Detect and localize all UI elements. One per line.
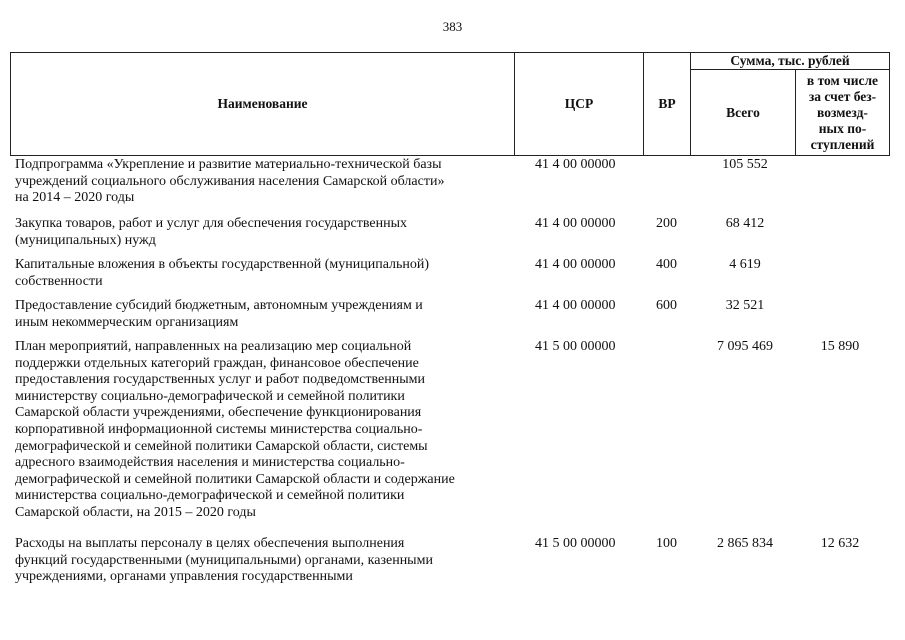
header-incl-line: в том числе	[806, 72, 879, 88]
row-name-line: Расходы на выплаты персоналу в целях обеспечения выполнения	[15, 536, 405, 551]
row-name-line: демографической и семейной политики Самарской области и содержание	[15, 471, 455, 487]
row-total: 7 095 469	[717, 339, 773, 354]
row-name-line: Капитальные вложения в объекты государственной (муниципальной)	[15, 257, 430, 272]
header-total	[690, 69, 796, 156]
row-csr: 41 4 00 00000	[535, 216, 616, 231]
header-total-label: Всего	[726, 104, 760, 120]
page-number: 383	[442, 19, 463, 34]
row-name-line: (муниципальных) нужд	[15, 232, 156, 248]
row-total: 32 521	[725, 298, 765, 313]
row-name-line: демографической и семейной политики Самарской области, системы	[15, 438, 428, 454]
header-incl-line: за счет без-	[808, 88, 877, 104]
row-csr: 41 4 00 00000	[535, 298, 616, 313]
row-name-line: учреждений социального обслуживания населения Самарской области»	[15, 173, 445, 189]
header-incl-line: ных по-	[818, 120, 867, 136]
row-csr: 41 5 00 00000	[535, 536, 616, 551]
row-name-line: на 2014 – 2020 годы	[15, 190, 135, 206]
header-incl	[795, 69, 890, 156]
row-csr: 41 4 00 00000	[535, 257, 616, 272]
header-name	[10, 52, 515, 156]
row-name-line: адресного взаимодействия населения и министерства социально-	[15, 455, 405, 471]
row-vr: 400	[656, 257, 677, 272]
header-name-label: Наименование	[217, 96, 308, 111]
header-incl-line: возмезд-	[817, 104, 868, 120]
header-csr-label: ЦСР	[564, 96, 594, 111]
row-csr: 41 5 00 00000	[535, 339, 616, 354]
row-incl: 12 632	[820, 536, 860, 551]
row-name-line: Самарской области, на 2015 – 2020 годы	[15, 504, 256, 520]
row-vr: 100	[656, 536, 677, 551]
row-total: 105 552	[722, 157, 768, 172]
row-name-line: министерства социально-демографической и семейной политики	[15, 488, 405, 504]
row-name-line: учреждениями, органами управления государственными	[15, 569, 353, 585]
row-name-line: функций государственными (муниципальными) органами, казенными	[15, 552, 433, 568]
row-name-line: иным некоммерческим организациям	[15, 314, 239, 330]
header-csr	[514, 52, 644, 156]
row-name-line: министерству социально-демографической и семейной политики	[15, 388, 405, 404]
row-name-line: корпоративной информационной системы министерства социально-	[15, 421, 423, 437]
row-name-line: Закупка товаров, работ и услуг для обеспечения государственных	[15, 216, 408, 231]
row-total: 68 412	[725, 216, 765, 231]
header-vr	[643, 52, 691, 156]
row-name-line: Подпрограмма «Укрепление и развитие материально-технической базы	[15, 157, 442, 172]
header-incl-line: ступлений	[810, 136, 875, 152]
row-name	[15, 216, 515, 249]
header-sum-label: Сумма, тыс. рублей	[730, 53, 850, 68]
header-sum	[690, 52, 890, 70]
row-incl: 15 890	[820, 339, 860, 354]
row-name	[15, 257, 515, 290]
row-name-line: поддержки отдельных категорий граждан, финансовое обеспечение	[15, 355, 419, 371]
row-total: 2 865 834	[717, 536, 773, 551]
row-name	[15, 157, 515, 207]
row-vr: 600	[656, 298, 677, 313]
row-csr: 41 4 00 00000	[535, 157, 616, 172]
header-vr-label: ВР	[658, 96, 676, 111]
row-name-line: собственности	[15, 273, 103, 289]
row-vr: 200	[656, 216, 677, 231]
row-name-line: Предоставление субсидий бюджетным, автономным учреждениям и	[15, 298, 423, 313]
row-name	[15, 298, 515, 331]
row-name-line: План мероприятий, направленных на реализацию мер социальной	[15, 339, 412, 354]
row-total: 4 619	[729, 257, 761, 272]
row-name	[15, 339, 515, 522]
row-name	[15, 536, 515, 586]
row-name-line: Самарской области учреждениями, обеспечение функционирования	[15, 405, 422, 421]
row-name-line: предоставления государственных услуг и работ подведомственными	[15, 372, 425, 388]
